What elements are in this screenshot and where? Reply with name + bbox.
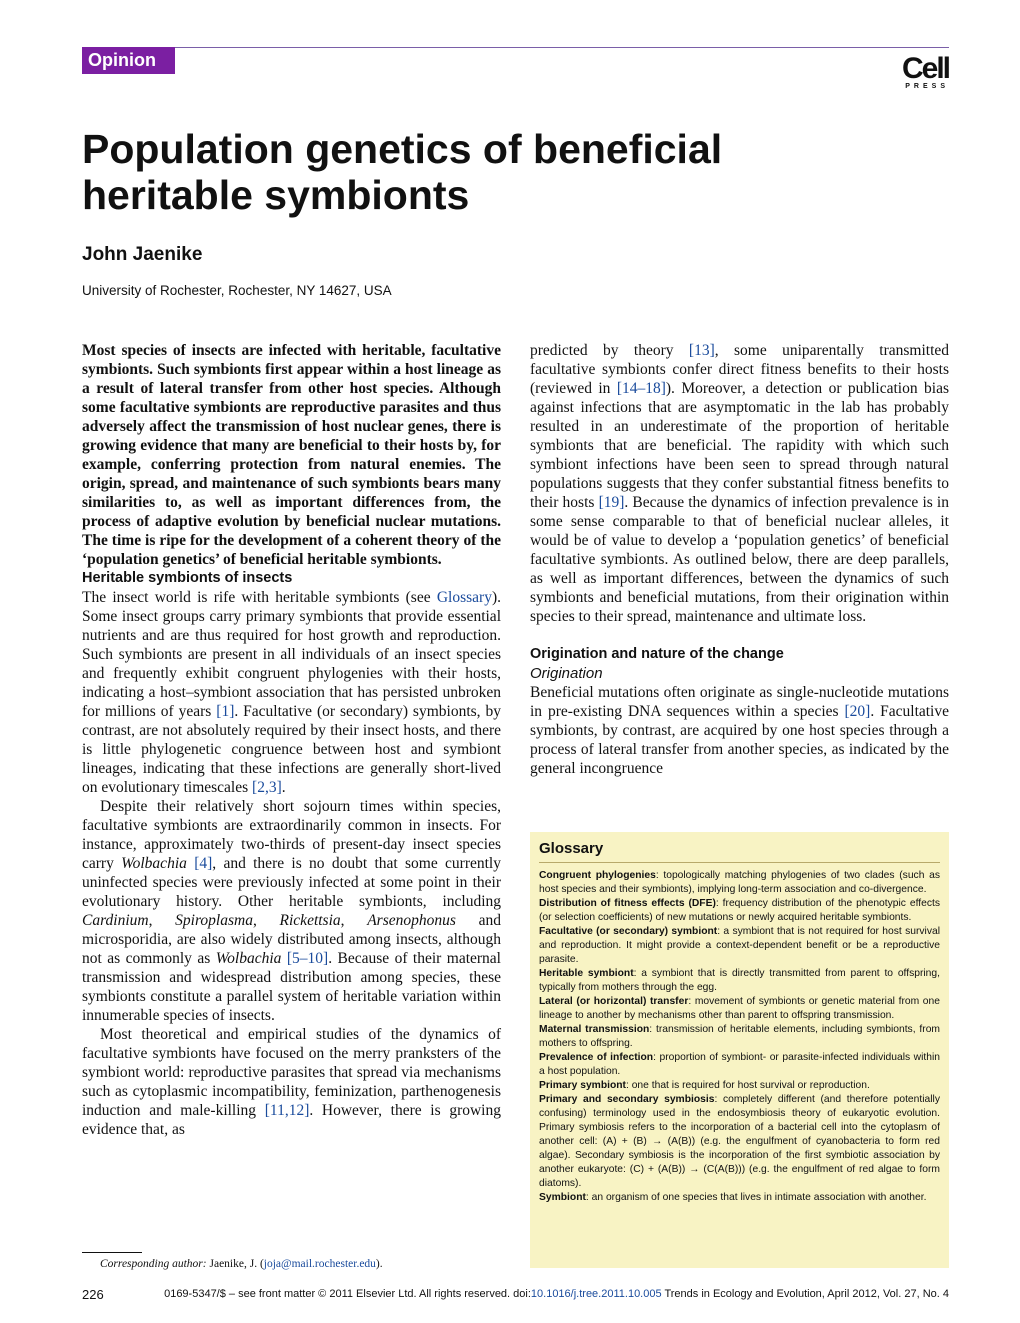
footer-info: 0169-5347/$ – see front matter © 2011 Elsevier Ltd. All rights reserved. doi:10.1016/j.tree.2011.10.005 Trends in Ecology and Evolution, April 2012, Vol. 27, No. 4: [164, 1288, 949, 1300]
title-line-1: Population genetics of beneficial: [82, 126, 723, 172]
glossary-link[interactable]: Glossary: [436, 589, 492, 606]
author-name: John Jaenike: [82, 244, 203, 265]
glossary-definition: : a symbiont that is directly transmitted from parent to offspring, typically from mothers through the egg.: [539, 968, 940, 993]
glossary-definition: : movement of symbionts or genetic material from one lineage to another by mechanisms other than parent to offspring transmission.: [539, 996, 940, 1021]
publisher-logo: [892, 54, 949, 91]
page-number: 226: [82, 1287, 104, 1302]
glossary-term: Primary symbiont: [539, 1080, 626, 1091]
glossary-entry: [539, 1191, 940, 1205]
author-email-link[interactable]: joja@mail.rochester.edu: [263, 1258, 376, 1270]
section-heading-heritable-symbionts: Heritable symbionts of insects: [82, 570, 293, 586]
paragraph-5: Beneficial mutations often originate as single-nucleotide mutations in pre-existing DNA sequences within a species [20]. Facultative symbionts, by contrast, are acquired by one host species through a process of lateral transfer from another species, as indicated by the general incongruence: [530, 684, 949, 777]
glossary-term: Distribution of fitness effects (DFE): [539, 898, 716, 909]
citation-link[interactable]: [1]: [216, 703, 235, 720]
glossary-term: Prevalence of infection: [539, 1052, 654, 1063]
glossary-term: Symbiont: [539, 1192, 586, 1203]
citation-link[interactable]: [4]: [194, 855, 213, 872]
glossary-definition: : an organism of one species that lives in intimate association with another.: [585, 1192, 927, 1203]
title-line-2: heritable symbionts: [82, 172, 470, 218]
glossary-term: Congruent phylogenies: [539, 870, 656, 881]
doi-link[interactable]: 10.1016/j.tree.2011.10.005: [530, 1288, 662, 1300]
glossary-term: Maternal transmission: [539, 1024, 650, 1035]
author-affiliation: University of Rochester, Rochester, NY 14627, USA: [82, 283, 392, 298]
corresponding-author-note: Corresponding author: Jaenike, J. (joja@mail.rochester.edu).: [100, 1258, 383, 1270]
section-heading-origination: Origination and nature of the change: [530, 646, 784, 662]
paragraph-1: The insect world is rife with heritable symbionts (see Glossary). Some insect groups carry primary symbionts that provide essential nutrients and are thus required for host growth and reproduction. Such symbionts are present in all individuals of an insect species and frequently exhibit congruent phylogenies with their hosts, indicating a host–symbiont association that has persisted unbroken for millions of years [1]. Facultative (or secondary) symbionts, by contrast, are not absolutely required by their insect hosts, and there is little phylogenetic congruence between host and symbiont lineages, indicating that these infections are generally short-lived on evolutionary timescales [2,3].: [82, 589, 501, 796]
glossary-definition: : proportion of symbiont- or parasite-infected individuals within a host population.: [539, 1052, 940, 1077]
glossary-entry: [539, 869, 940, 897]
abstract: Most species of insects are infected with heritable, facultative symbionts. Such symbionts first appear within a host lineage as a result of lateral transfer from other host species. Although some facultative symbionts are reproductive parasites and thus adversely affect the transmission of host nuclear genes, there is growing evidence that many are beneficial to their hosts by, for example, conferring protection from natural enemies. The origin, spread, and maintenance of such symbionts bears many similarities to, as well as important differences from, the process of adaptive evolution by beneficial nuclear mutations. The time is ripe for the development of a coherent theory of the ‘population genetics’ of beneficial heritable symbionts.: [82, 342, 501, 568]
citation-link[interactable]: [11,12]: [264, 1102, 310, 1119]
citation-link[interactable]: [19]: [598, 494, 625, 511]
citation-link[interactable]: [13]: [688, 342, 715, 359]
glossary-entry: [539, 1023, 940, 1051]
logo-subtext: PRESS: [905, 83, 949, 90]
glossary-entry: [539, 1093, 940, 1191]
glossary-term: Heritable symbiont: [539, 968, 634, 979]
glossary-entry: [539, 967, 940, 995]
glossary-entry: [539, 897, 940, 925]
paragraph-4: predicted by theory [13], some uniparentally transmitted facultative symbionts confer direct fitness benefits to their hosts (reviewed in [14–18]). Moreover, a detection or publication bias against infections that are asymptomatic in the lab has probably resulted in an underestimate of the proportion of heritable symbionts that are beneficial. The rapidity with which such symbiont infections have been seen to spread through natural populations suggests that they confer substantial fitness benefits to their hosts [19]. Because the dynamics of infection prevalence is in some sense comparable to that of beneficial nuclear alleles, it would be of value to develop a ‘population genetics’ of beneficial facultative symbionts. As outlined below, there are deep parallels, as well as important differences, between the dynamics of such symbionts and beneficial mutations, from their origination within species to their spread, maintenance and ultimate loss.: [530, 342, 950, 625]
glossary-entry: [539, 1051, 940, 1079]
article-title: [82, 126, 882, 218]
glossary-entry: [539, 995, 940, 1023]
glossary-box: [530, 832, 949, 1268]
logo-word: Cell: [901, 52, 949, 85]
glossary-term: Primary and secondary symbiosis: [539, 1094, 715, 1105]
glossary-term: Facultative (or secondary) symbiont: [539, 926, 718, 937]
glossary-definition: : topologically matching phylogenies of two clades (such as host species and their symbionts), implying long-term association and co-divergence.: [539, 870, 940, 895]
citation-link[interactable]: [20]: [844, 703, 871, 720]
glossary-definition: : transmission of heritable elements, including symbionts, from mothers to offspring.: [539, 1024, 941, 1049]
left-column: [82, 341, 501, 1139]
citation-link[interactable]: [14–18]: [616, 380, 666, 397]
citation-link[interactable]: [2,3]: [252, 779, 282, 796]
section-tag: Opinion: [82, 47, 175, 74]
glossary-entry: [539, 1079, 940, 1093]
glossary-definition: : a symbiont that is not required for host survival and reproduction. It might provide a context-dependent benefit or be a reproductive parasite.: [539, 926, 940, 965]
right-column: [530, 341, 949, 778]
footnote-rule: [82, 1252, 142, 1253]
glossary-definition: : one that is required for host survival or reproduction.: [625, 1080, 870, 1091]
paragraph-3: Most theoretical and empirical studies of the dynamics of facultative symbionts have focused on the merry pranksters of the symbiont world: reproductive parasites that spread via mechanisms such as cytoplasmic incompatibility, feminization, parthenogenesis induction and male-killing [11,12]. However, there is growing evidence that, as: [82, 1026, 501, 1138]
glossary-entries: [539, 869, 940, 1205]
glossary-entry: [539, 925, 940, 967]
glossary-title: Glossary: [539, 840, 940, 863]
subsection-heading-origination: Origination: [530, 665, 603, 682]
glossary-definition: : completely different (and therefore potentially confusing) terminology used in the endosymbiosis theory of eukaryotic evolution. Primary symbiosis refers to the incorporation of a bacterial cell into the cytoplasm of another cell: (A) + (B) → (A(B)) (e.g. the engulfment of cyanobacteria to form red algae). Secondary symbiosis is the incorporation of the first symbiotic association by another eukaryote: (C) + (A(B)) → (C(A(B))) (e.g. the engulfment of red algae to form diatoms).: [539, 1094, 940, 1189]
glossary-definition: : frequency distribution of the phenotypic effects (or selection coefficients) of new mutations or newly acquired heritable symbionts.: [539, 898, 940, 923]
glossary-term: Lateral (or horizontal) transfer: [539, 996, 689, 1007]
paragraph-2: Despite their relatively short sojourn times within species, facultative symbionts are extraordinarily common in insects. For instance, approximately two-thirds of present-day insect species carry Wolbachia [4], and there is no doubt that some currently uninfected species were previously infected at some point in their evolutionary history. Other heritable symbionts, including Cardinium, Spiroplasma, Rickettsia, Arsenophonus and microsporidia, are also widely distributed among insects, although not as commonly as Wolbachia [5–10]. Because of their maternal transmission and widespread distribution among species, these symbionts constitute a parallel system of heritable variation within innumerable species of insects.: [82, 798, 501, 1024]
citation-link[interactable]: [5–10]: [286, 950, 329, 967]
header-rule: [82, 47, 949, 48]
